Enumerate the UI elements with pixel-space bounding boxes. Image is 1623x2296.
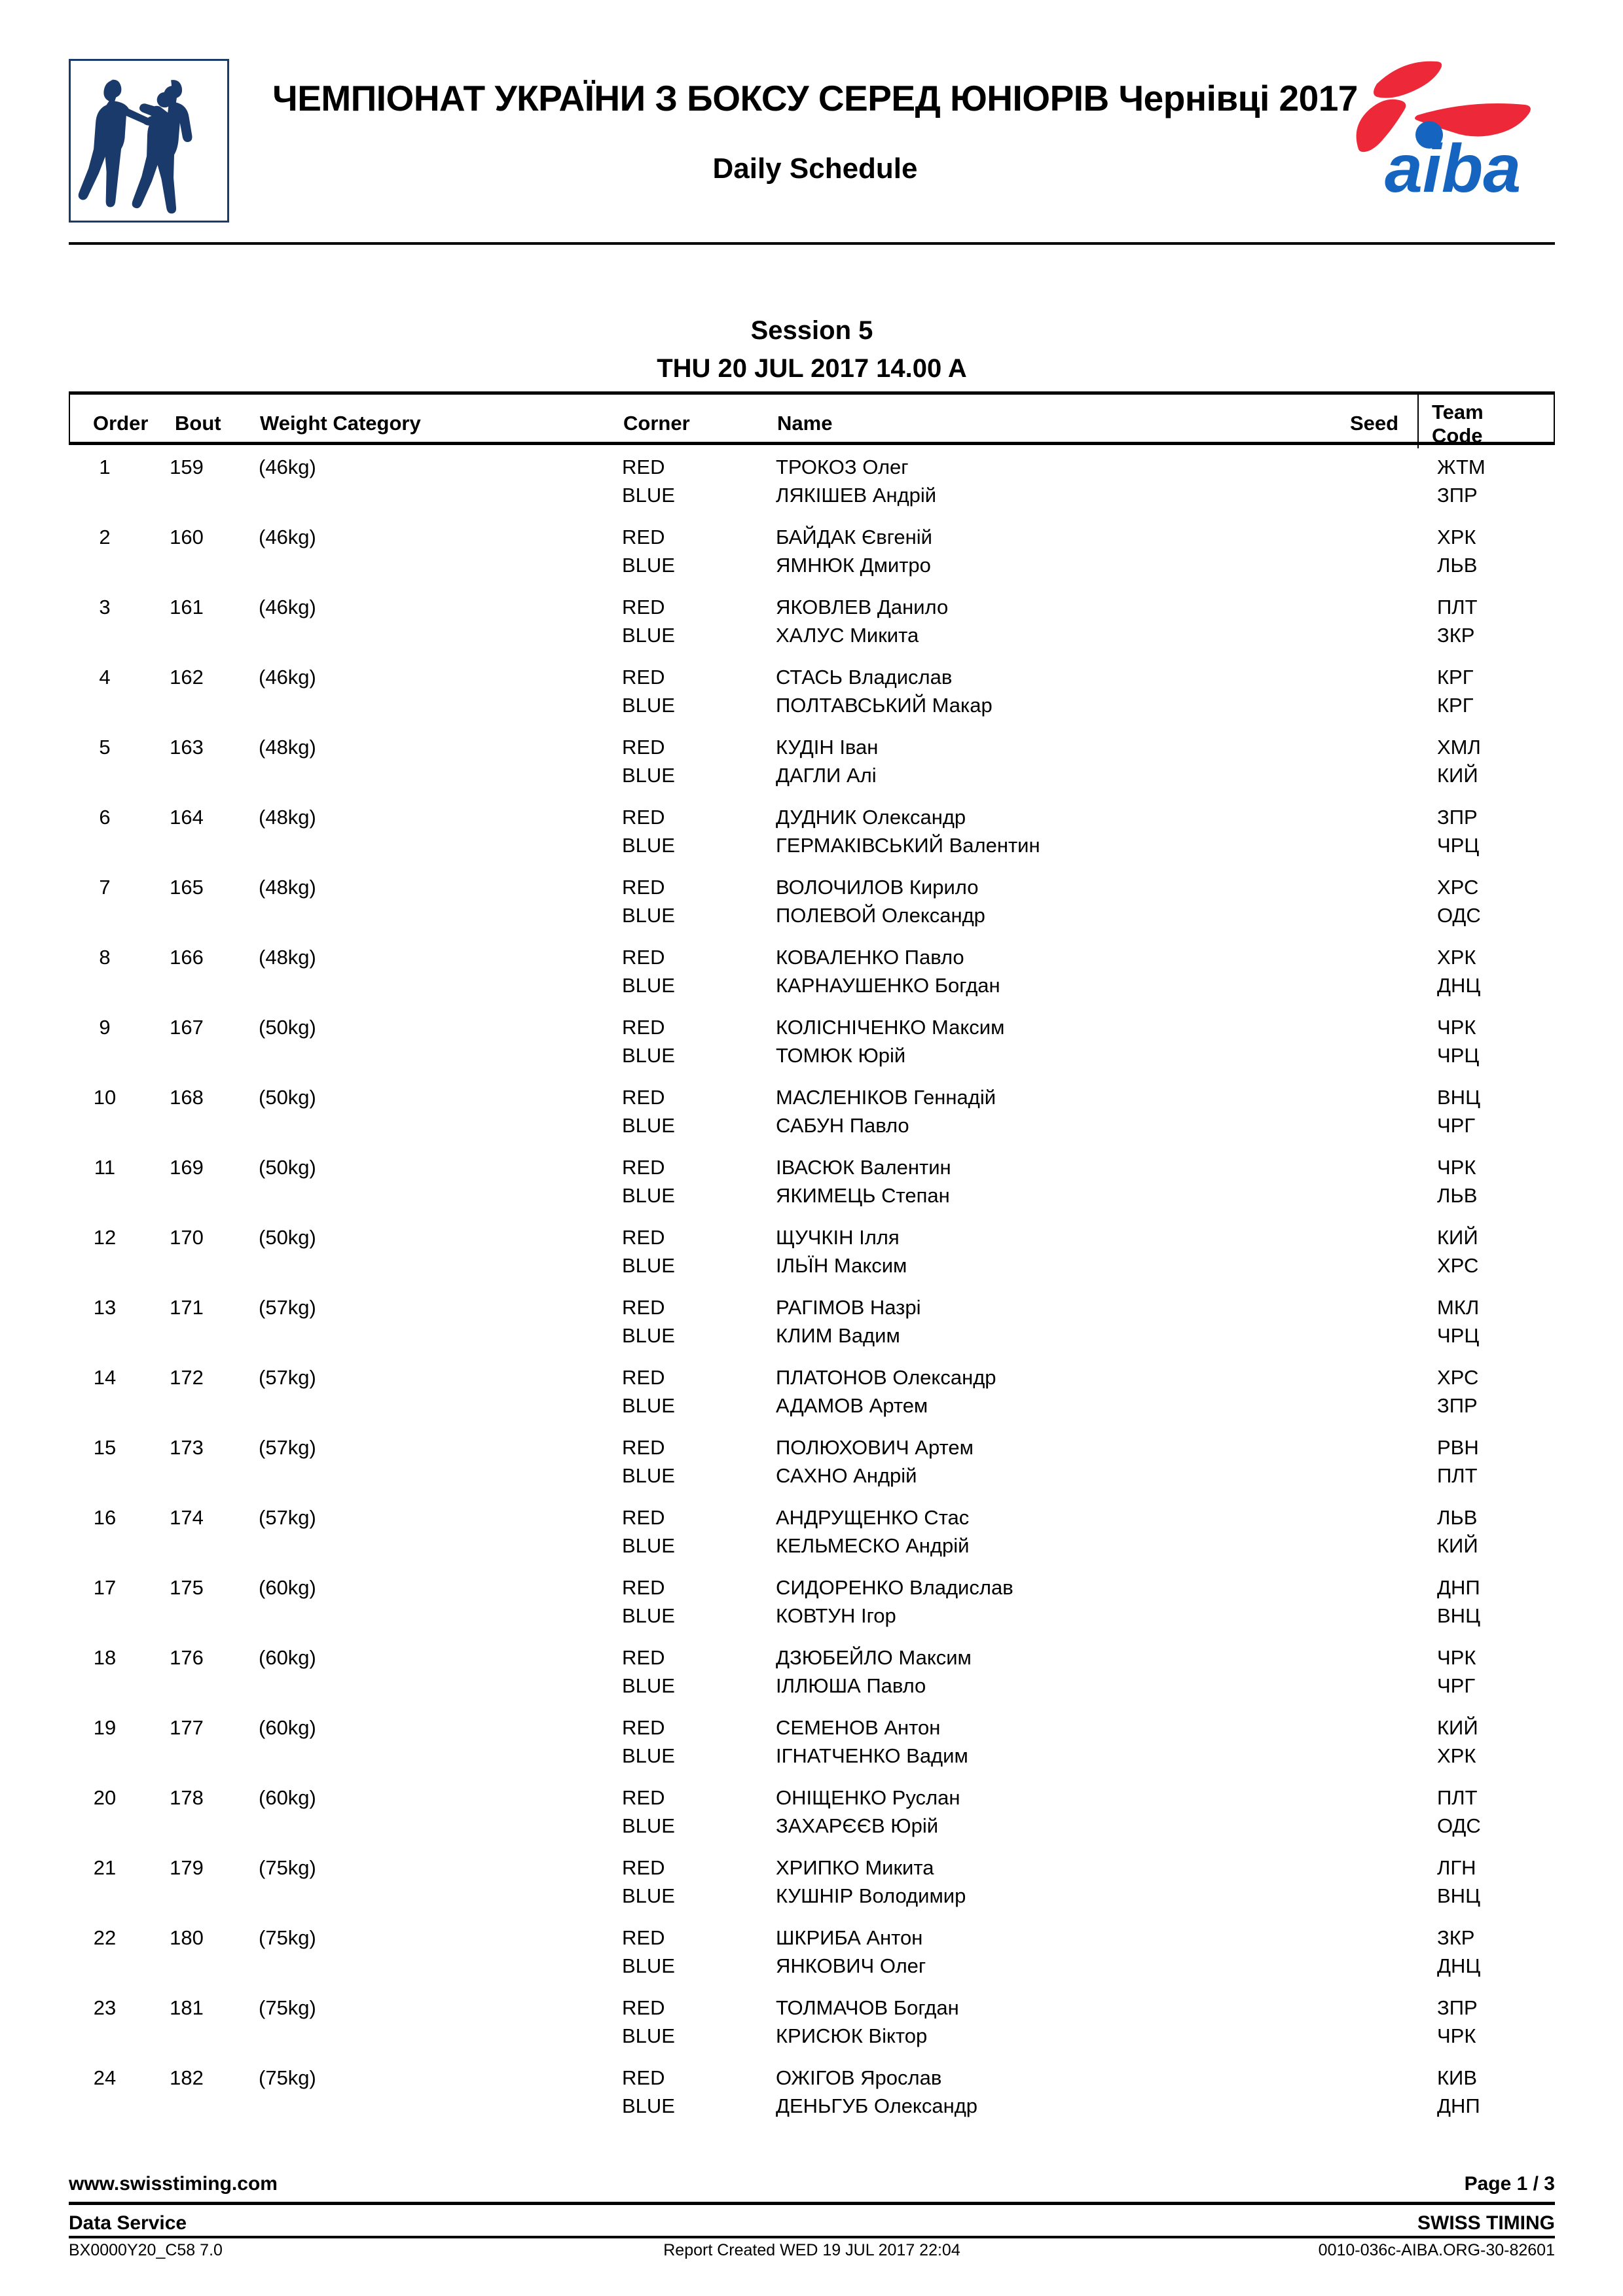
cell-weight: (60kg) (259, 1786, 316, 1809)
table-row (69, 655, 1555, 725)
cell-order: 19 (93, 1716, 117, 1739)
cell-team-red: ХРС (1437, 1366, 1479, 1389)
cell-bout: 169 (170, 1156, 204, 1179)
cell-corner-red: RED (622, 1926, 665, 1949)
cell-team-blue: ЧРК (1437, 2024, 1476, 2047)
cell-team-red: ЧРК (1437, 1156, 1476, 1179)
cell-name-red: РАГІМОВ Назрі (776, 1296, 921, 1319)
column-header-seed: Seed (1350, 412, 1399, 435)
cell-name-blue: ЯКИМЕЦЬ Степан (776, 1184, 950, 1207)
cell-bout: 177 (170, 1716, 204, 1739)
cell-name-blue: САБУН Павло (776, 1114, 909, 1137)
cell-weight: (50kg) (259, 1016, 316, 1039)
table-row (69, 1916, 1555, 1986)
cell-team-red: КРГ (1437, 666, 1474, 689)
cell-name-blue: ІГНАТЧЕНКО Вадим (776, 1744, 968, 1767)
cell-bout: 179 (170, 1856, 204, 1879)
cell-name-red: ШКРИБА Антон (776, 1926, 923, 1949)
cell-corner-red: RED (622, 596, 665, 619)
cell-bout: 170 (170, 1226, 204, 1249)
cell-team-blue: ХРК (1437, 1744, 1476, 1767)
cell-name-red: СЕМЕНОВ Антон (776, 1716, 941, 1739)
table-row (69, 445, 1555, 515)
cell-corner-red: RED (622, 1296, 665, 1319)
column-header-team-code (1432, 401, 1484, 447)
cell-corner-red: RED (622, 1716, 665, 1739)
cell-corner-blue: BLUE (622, 904, 675, 927)
cell-corner-blue: BLUE (622, 554, 675, 577)
cell-bout: 165 (170, 876, 204, 899)
cell-corner-blue: BLUE (622, 1954, 675, 1977)
cell-order: 3 (99, 596, 111, 619)
session-block (69, 314, 1555, 385)
event-title: ЧЕМПІОНАТ УКРАЇНИ З БОКСУ СЕРЕД ЮНІОРІВ Чернівці 2017 (272, 78, 1358, 118)
footer-report-code: BX0000Y20_C58 7.0 (69, 2241, 223, 2259)
table-row (69, 1215, 1555, 1285)
footer-row-bottom (69, 2241, 1555, 2267)
cell-corner-red: RED (622, 1366, 665, 1389)
column-divider (1417, 395, 1419, 448)
cell-name-red: МАСЛЕНІКОВ Геннадій (776, 1086, 996, 1109)
cell-team-red: КИВ (1437, 2066, 1478, 2089)
title-block (229, 51, 1401, 185)
cell-weight: (60kg) (259, 1646, 316, 1669)
table-row (69, 1846, 1555, 1916)
table-row (69, 725, 1555, 795)
cell-weight: (57kg) (259, 1436, 316, 1459)
cell-team-blue: ЧРЦ (1437, 1324, 1480, 1347)
cell-team-blue: ЛЬВ (1437, 1184, 1478, 1207)
cell-name-red: ХРИПКО Микита (776, 1856, 934, 1879)
cell-weight: (48kg) (259, 806, 316, 829)
cell-weight: (48kg) (259, 876, 316, 899)
cell-name-red: КОЛІСНІЧЕНКО Максим (776, 1016, 1005, 1039)
boxers-icon (69, 59, 229, 223)
cell-order: 23 (93, 1996, 117, 2019)
table-row (69, 795, 1555, 865)
cell-weight: (50kg) (259, 1086, 316, 1109)
cell-corner-blue: BLUE (622, 2024, 675, 2047)
cell-team-red: ХРС (1437, 876, 1479, 899)
cell-name-red: КУДІН Іван (776, 736, 879, 759)
cell-team-red: КИЙ (1437, 1226, 1478, 1249)
cell-team-blue: ХРС (1437, 1254, 1479, 1277)
cell-team-blue: ЧРГ (1437, 1674, 1476, 1697)
cell-order: 6 (99, 806, 111, 829)
cell-corner-blue: BLUE (622, 1744, 675, 1767)
cell-name-blue: ЯНКОВИЧ Олег (776, 1954, 926, 1977)
cell-team-red: ДНП (1437, 1576, 1480, 1599)
page-footer (69, 2173, 1555, 2259)
cell-team-red: ЗПР (1437, 806, 1478, 829)
table-row (69, 515, 1555, 585)
cell-corner-blue: BLUE (622, 764, 675, 787)
cell-team-red: МКЛ (1437, 1296, 1480, 1319)
cell-team-blue: ЧРЦ (1437, 834, 1480, 857)
cell-name-blue: ДЕНЬГУБ Олександр (776, 2094, 978, 2117)
footer-divider-1 (69, 2202, 1555, 2205)
column-header-name: Name (777, 412, 833, 435)
table-row (69, 1636, 1555, 1706)
cell-name-blue: ГЕРМАКІВСЬКИЙ Валентин (776, 834, 1040, 857)
cell-team-blue: КИЙ (1437, 764, 1478, 787)
cell-name-blue: ДАГЛИ Алі (776, 764, 877, 787)
cell-corner-blue: BLUE (622, 1884, 675, 1907)
cell-weight: (48kg) (259, 736, 316, 759)
report-subtitle: Daily Schedule (712, 152, 918, 185)
cell-order: 11 (94, 1156, 116, 1179)
cell-order: 21 (93, 1856, 117, 1879)
cell-weight: (50kg) (259, 1226, 316, 1249)
cell-order: 9 (99, 1016, 111, 1039)
cell-team-blue: ЛЬВ (1437, 554, 1478, 577)
cell-team-blue: ДНП (1437, 2094, 1480, 2117)
table-row (69, 1566, 1555, 1636)
cell-name-red: ОЖІГОВ Ярослав (776, 2066, 942, 2089)
cell-weight: (50kg) (259, 1156, 316, 1179)
cell-corner-red: RED (622, 806, 665, 829)
cell-corner-blue: BLUE (622, 1534, 675, 1557)
cell-team-blue: ЗПР (1437, 484, 1478, 507)
cell-weight: (75kg) (259, 1996, 316, 2019)
cell-team-blue: КИЙ (1437, 1534, 1478, 1557)
cell-team-blue: ВНЦ (1437, 1604, 1480, 1627)
cell-corner-red: RED (622, 736, 665, 759)
cell-name-blue: КЕЛЬМЕСКО Андрій (776, 1534, 970, 1557)
cell-corner-red: RED (622, 666, 665, 689)
cell-name-blue: ЯМНЮК Дмитро (776, 554, 931, 577)
footer-page-number: Page 1 / 3 (1464, 2173, 1555, 2195)
column-header-bout: Bout (175, 412, 221, 435)
cell-name-blue: САХНО Андрій (776, 1464, 917, 1487)
table-row (69, 1706, 1555, 1776)
cell-name-red: ТОЛМАЧОВ Богдан (776, 1996, 959, 2019)
cell-corner-blue: BLUE (622, 694, 675, 717)
cell-order: 12 (93, 1226, 117, 1249)
cell-bout: 173 (170, 1436, 204, 1459)
cell-team-red: ПЛТ (1437, 596, 1478, 619)
cell-team-red: ЧРК (1437, 1646, 1476, 1669)
cell-bout: 159 (170, 456, 204, 478)
table-row (69, 1355, 1555, 1426)
cell-bout: 181 (170, 1996, 204, 2019)
cell-order: 10 (93, 1086, 117, 1109)
cell-team-red: ЛГН (1437, 1856, 1476, 1879)
cell-team-blue: ВНЦ (1437, 1884, 1480, 1907)
cell-corner-red: RED (622, 1016, 665, 1039)
cell-corner-red: RED (622, 456, 665, 478)
cell-corner-blue: BLUE (622, 834, 675, 857)
cell-corner-blue: BLUE (622, 1394, 675, 1417)
cell-corner-blue: BLUE (622, 2094, 675, 2117)
cell-weight: (57kg) (259, 1506, 316, 1529)
cell-name-red: КОВАЛЕНКО Павло (776, 946, 964, 969)
cell-bout: 160 (170, 526, 204, 548)
cell-bout: 178 (170, 1786, 204, 1809)
cell-team-blue: ОДС (1437, 904, 1481, 927)
cell-bout: 164 (170, 806, 204, 829)
cell-order: 2 (99, 526, 111, 548)
cell-bout: 166 (170, 946, 204, 969)
cell-name-blue: ЗАХАРЄЄВ Юрій (776, 1814, 939, 1837)
cell-team-blue: ОДС (1437, 1814, 1481, 1837)
cell-corner-blue: BLUE (622, 1464, 675, 1487)
svg-text:aiba: aiba (1385, 131, 1522, 202)
cell-corner-blue: BLUE (622, 1184, 675, 1207)
cell-name-red: ТРОКОЗ Олег (776, 456, 909, 478)
cell-name-red: СИДОРЕНКО Владислав (776, 1576, 1013, 1599)
session-name: Session 5 (750, 316, 873, 345)
cell-team-blue: ДНЦ (1437, 974, 1481, 997)
cell-corner-blue: BLUE (622, 974, 675, 997)
bout-list (69, 445, 1555, 2126)
cell-name-blue: ПОЛТАВСЬКИЙ Макар (776, 694, 993, 717)
cell-team-blue: КРГ (1437, 694, 1474, 717)
cell-corner-blue: BLUE (622, 484, 675, 507)
cell-name-blue: ІЛЛЮША Павло (776, 1674, 926, 1697)
cell-name-blue: ХАЛУС Микита (776, 624, 919, 647)
cell-bout: 163 (170, 736, 204, 759)
footer-data-service: Data Service (69, 2212, 187, 2234)
cell-name-blue: ПОЛЕВОЙ Олександр (776, 904, 985, 927)
cell-name-red: ВОЛОЧИЛОВ Кирило (776, 876, 979, 899)
cell-corner-red: RED (622, 2066, 665, 2089)
cell-bout: 168 (170, 1086, 204, 1109)
cell-corner-blue: BLUE (622, 1324, 675, 1347)
cell-order: 13 (93, 1296, 117, 1319)
cell-corner-red: RED (622, 526, 665, 548)
cell-name-blue: КАРНАУШЕНКО Богдан (776, 974, 1000, 997)
column-header-team-line2: Code (1432, 423, 1483, 447)
cell-bout: 167 (170, 1016, 204, 1039)
cell-team-red: РВН (1437, 1436, 1479, 1459)
table-row (69, 1145, 1555, 1215)
cell-order: 20 (93, 1786, 117, 1809)
cell-name-red: ОНІЩЕНКО Руслан (776, 1786, 960, 1809)
cell-name-blue: ЛЯКІШЕВ Андрій (776, 484, 937, 507)
cell-team-blue: ЧРГ (1437, 1114, 1476, 1137)
cell-team-red: ХРК (1437, 946, 1476, 969)
cell-weight: (46kg) (259, 526, 316, 548)
cell-name-blue: ІЛЬЇН Максим (776, 1254, 907, 1277)
cell-bout: 172 (170, 1366, 204, 1389)
cell-order: 7 (99, 876, 111, 899)
cell-team-red: ХМЛ (1437, 736, 1481, 759)
cell-order: 16 (93, 1506, 117, 1529)
cell-team-red: ЖТМ (1437, 456, 1486, 478)
cell-name-red: ЯКОВЛЕВ Данило (776, 596, 949, 619)
cell-order: 8 (99, 946, 111, 969)
cell-corner-red: RED (622, 1436, 665, 1459)
column-header-corner: Corner (623, 412, 690, 435)
cell-corner-blue: BLUE (622, 1674, 675, 1697)
cell-corner-blue: BLUE (622, 1604, 675, 1627)
footer-report-created: Report Created WED 19 JUL 2017 22:04 (663, 2241, 960, 2259)
cell-bout: 171 (170, 1296, 204, 1319)
cell-name-red: ДУДНИК Олександр (776, 806, 966, 829)
cell-name-red: АНДРУЩЕНКО Стас (776, 1506, 970, 1529)
cell-team-red: ЗПР (1437, 1996, 1478, 2019)
cell-corner-red: RED (622, 1156, 665, 1179)
cell-weight: (57kg) (259, 1366, 316, 1389)
cell-corner-red: RED (622, 946, 665, 969)
cell-corner-red: RED (622, 1996, 665, 2019)
cell-order: 18 (93, 1646, 117, 1669)
cell-weight: (46kg) (259, 596, 316, 619)
cell-corner-red: RED (622, 1856, 665, 1879)
cell-team-blue: ЧРЦ (1437, 1044, 1480, 1067)
cell-bout: 174 (170, 1506, 204, 1529)
cell-corner-red: RED (622, 1226, 665, 1249)
cell-corner-red: RED (622, 1086, 665, 1109)
cell-weight: (48kg) (259, 946, 316, 969)
cell-name-red: ПОЛЮХОВИЧ Артем (776, 1436, 974, 1459)
cell-corner-blue: BLUE (622, 1254, 675, 1277)
cell-order: 14 (93, 1366, 117, 1389)
cell-corner-blue: BLUE (622, 1044, 675, 1067)
table-row (69, 865, 1555, 935)
page-header (69, 51, 1555, 228)
footer-document-id: 0010-036c-AIBA.ORG-30-82601 (1318, 2241, 1555, 2259)
cell-name-blue: ТОМЮК Юрій (776, 1044, 906, 1067)
cell-order: 24 (93, 2066, 117, 2089)
cell-weight: (46kg) (259, 666, 316, 689)
cell-team-red: ЗКР (1437, 1926, 1475, 1949)
cell-name-red: ЩУЧКІН Ілля (776, 1226, 900, 1249)
table-row (69, 585, 1555, 655)
cell-bout: 180 (170, 1926, 204, 1949)
table-row (69, 1005, 1555, 1075)
cell-team-red: ХРК (1437, 526, 1476, 548)
cell-team-blue: ПЛТ (1437, 1464, 1478, 1487)
cell-name-blue: АДАМОВ Артем (776, 1394, 928, 1417)
cell-corner-red: RED (622, 1786, 665, 1809)
cell-team-red: ЧРК (1437, 1016, 1476, 1039)
cell-weight: (60kg) (259, 1716, 316, 1739)
table-header (69, 391, 1555, 445)
cell-weight: (60kg) (259, 1576, 316, 1599)
cell-bout: 175 (170, 1576, 204, 1599)
cell-bout: 176 (170, 1646, 204, 1669)
cell-weight: (75kg) (259, 1926, 316, 1949)
cell-team-red: ПЛТ (1437, 1786, 1478, 1809)
cell-order: 4 (99, 666, 111, 689)
cell-weight: (57kg) (259, 1296, 316, 1319)
cell-team-red: ЛЬВ (1437, 1506, 1478, 1529)
cell-corner-red: RED (622, 1646, 665, 1669)
cell-weight: (75kg) (259, 2066, 316, 2089)
cell-corner-blue: BLUE (622, 624, 675, 647)
cell-bout: 182 (170, 2066, 204, 2089)
cell-name-red: ДЗЮБЕЙЛО Максим (776, 1646, 972, 1669)
cell-order: 1 (99, 456, 111, 478)
cell-order: 22 (93, 1926, 117, 1949)
header-divider (69, 242, 1555, 245)
table-row (69, 2056, 1555, 2126)
footer-row-top (69, 2173, 1555, 2203)
table-row (69, 1285, 1555, 1355)
cell-weight: (46kg) (259, 456, 316, 478)
cell-bout: 161 (170, 596, 204, 619)
table-row (69, 1986, 1555, 2056)
table-row (69, 1496, 1555, 1566)
cell-order: 15 (93, 1436, 117, 1459)
cell-name-red: БАЙДАК Євгеній (776, 526, 932, 548)
cell-corner-blue: BLUE (622, 1814, 675, 1837)
column-header-order: Order (93, 412, 149, 435)
cell-corner-red: RED (622, 1506, 665, 1529)
column-header-team-line1: Team (1432, 401, 1484, 423)
cell-name-red: СТАСЬ Владислав (776, 666, 953, 689)
footer-website[interactable]: www.swisstiming.com (69, 2173, 278, 2195)
cell-corner-red: RED (622, 1576, 665, 1599)
table-row (69, 1776, 1555, 1846)
cell-team-red: ВНЦ (1437, 1086, 1480, 1109)
cell-name-blue: КУШНІР Володимир (776, 1884, 966, 1907)
cell-name-red: ІВАСЮК Валентин (776, 1156, 951, 1179)
table-row (69, 1426, 1555, 1496)
cell-weight: (75kg) (259, 1856, 316, 1879)
cell-team-red: КИЙ (1437, 1716, 1478, 1739)
cell-team-blue: ЗПР (1437, 1394, 1478, 1417)
cell-corner-red: RED (622, 876, 665, 899)
footer-divider-2 (69, 2236, 1555, 2238)
cell-bout: 162 (170, 666, 204, 689)
cell-order: 17 (93, 1576, 117, 1599)
footer-company: SWISS TIMING (1417, 2212, 1555, 2234)
cell-team-blue: ЗКР (1437, 624, 1475, 647)
table-row (69, 935, 1555, 1005)
cell-name-red: ПЛАТОНОВ Олександр (776, 1366, 996, 1389)
session-datetime: THU 20 JUL 2017 14.00 A (657, 354, 967, 383)
cell-name-blue: КРИСЮК Віктор (776, 2024, 928, 2047)
cell-order: 5 (99, 736, 111, 759)
cell-name-blue: КОВТУН Ігор (776, 1604, 896, 1627)
table-row (69, 1075, 1555, 1145)
aiba-logo-icon (1319, 51, 1555, 202)
column-header-weight: Weight Category (260, 412, 421, 435)
cell-corner-blue: BLUE (622, 1114, 675, 1137)
cell-name-blue: КЛИМ Вадим (776, 1324, 900, 1347)
cell-team-blue: ДНЦ (1437, 1954, 1481, 1977)
